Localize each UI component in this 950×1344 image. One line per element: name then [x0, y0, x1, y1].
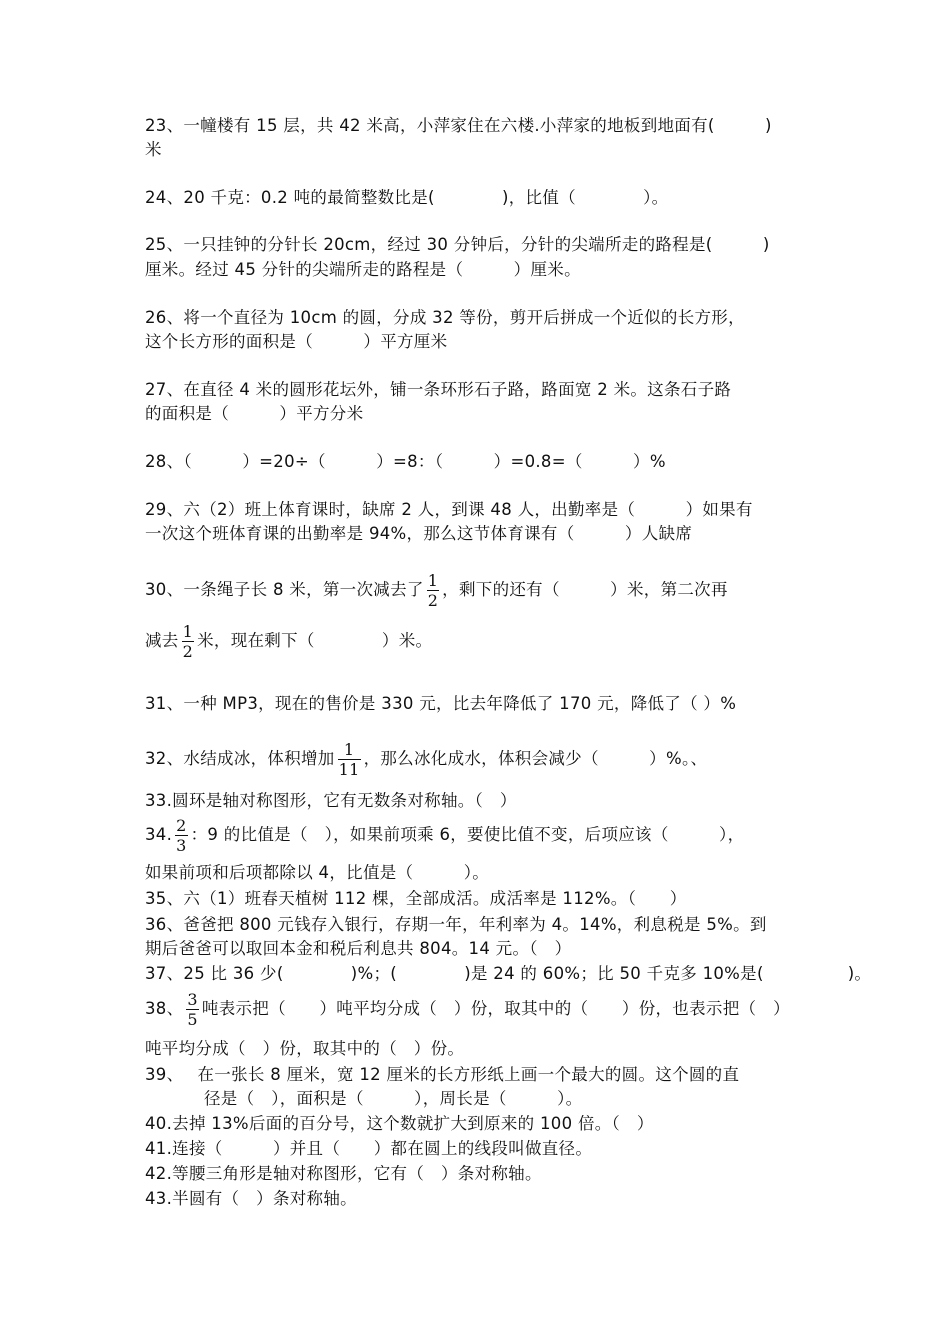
- q33-line1: 33.圆环是轴对称图形，它有无数条对称轴。（ ）: [145, 791, 517, 810]
- q26-line1: 26、将一个直径为 10cm 的圆，分成 32 等份，剪开后拼成一个近似的长方形，: [145, 308, 745, 327]
- q25-line2: 厘米。经过 45 分针的尖端所走的路程是（ ）厘米。: [145, 260, 581, 279]
- q25-line1: 25、一只挂钟的分针长 20cm，经过 30 分钟后，分针的尖端所走的路程是( ): [145, 235, 770, 254]
- q37-line1: 37、25 比 36 少( )%；( )是 24 的 60%；比 50 千克多 10%是( )。: [145, 964, 872, 983]
- q39-line2: 径是（ ），面积是（ ），周长是（ ）。: [204, 1089, 583, 1108]
- q31-line1: 31、一种 MP3，现在的售价是 330 元，比去年降低了 170 元，降低了（ ）%: [145, 694, 737, 713]
- q41-line1: 41.连接（ ）并且（ ）都在圆上的线段叫做直径。: [145, 1139, 593, 1158]
- q32-fraction: [338, 740, 361, 779]
- q38-line1-text-a: 38、: [145, 999, 184, 1018]
- q34-fraction: [175, 816, 187, 855]
- q34-line1-text-b: ：9 的比值是（ ），如果前项乘 6，要使比值不变，后项应该（ ），: [190, 825, 745, 844]
- q40-line1: 40.去掉 13%后面的百分号，这个数就扩大到原来的 100 倍。（ ）: [145, 1114, 654, 1133]
- q36-line2: 期后爸爸可以取回本金和税后利息共 804。14 元。（ ）: [145, 939, 572, 958]
- q30-line2-text-a: 减去: [145, 631, 179, 650]
- q35-line1: 35、六（1）班春天植树 112 棵，全部成活。成活率是 112%。（ ）: [145, 889, 687, 908]
- q34-line2: 如果前项和后项都除以 4，比值是（ ）。: [145, 863, 490, 882]
- fraction-numerator: 1: [343, 740, 355, 759]
- fraction-denominator: 5: [187, 1010, 198, 1029]
- fraction-numerator: 1: [182, 622, 194, 641]
- q38-line1-text-b: 吨表示把（ ）吨平均分成（ ）份，取其中的（ ）份，也表示把（ ）: [201, 999, 790, 1018]
- q30-fraction-1: [427, 571, 439, 610]
- fraction-denominator: 11: [338, 760, 360, 779]
- q30-line1-text-b: ，剩下的还有（ ）米，第二次再: [442, 580, 728, 599]
- fraction-denominator: 2: [182, 642, 194, 661]
- q32-line1: [145, 740, 707, 779]
- fraction-denominator: 2: [427, 591, 439, 610]
- fraction-numerator: 3: [187, 990, 198, 1009]
- fraction-denominator: 3: [176, 836, 187, 855]
- q32-line1-text-b: ，那么冰化成水，体积会减少（ ）%。、: [363, 749, 708, 768]
- fraction-numerator: 1: [427, 571, 439, 590]
- q28-line1: 28、（ ）=20÷（ ）=8：（ ）=0.8=（ ）%: [145, 452, 666, 471]
- q27-line1: 27、在直径 4 米的圆形花坛外，铺一条环形石子路，路面宽 2 米。这条石子路: [145, 380, 732, 399]
- q36-line1: 36、爸爸把 800 元钱存入银行，存期一年，年利率为 4。14%，利息税是 5%。到: [145, 915, 767, 934]
- q38-line1: [145, 990, 790, 1029]
- q32-line1-text-a: 32、水结成冰，体积增加: [145, 749, 335, 768]
- q38-line2: 吨平均分成（ ）份，取其中的（ ）份。: [145, 1039, 465, 1058]
- q43-line1: 43.半圆有（ ）条对称轴。: [145, 1189, 357, 1208]
- fraction-numerator: 2: [176, 816, 187, 835]
- q34-line1-text-a: 34.: [145, 825, 173, 844]
- q29-line1: 29、六（2）班上体育课时，缺席 2 人，到课 48 人，出勤率是（ ）如果有: [145, 500, 753, 519]
- q24-line1: 24、20 千克：0.2 吨的最简整数比是( )，比值（ ）。: [145, 188, 669, 207]
- q30-fraction-2: [182, 622, 194, 661]
- q23-line1: 23、一幢楼有 15 层，共 42 米高，小萍家住在六楼.小萍家的地板到地面有( ): [145, 116, 772, 135]
- q30-line2-text-b: 米，现在剩下（ ）米。: [197, 631, 433, 650]
- q27-line2: 的面积是（ ）平方分米: [145, 404, 364, 423]
- q29-line2: 一次这个班体育课的出勤率是 94%，那么这节体育课有（ ）人缺席: [145, 524, 693, 543]
- q30-line1-text-a: 30、一条绳子长 8 米，第一次减去了: [145, 580, 424, 599]
- q30-line2: [145, 622, 432, 661]
- q30-line1: [145, 571, 728, 610]
- q23-line2: 米: [145, 140, 162, 159]
- q38-fraction: [186, 990, 198, 1029]
- q39-line1: 39、 在一张长 8 厘米，宽 12 厘米的长方形纸上画一个最大的圆。这个圆的直: [145, 1065, 740, 1084]
- q42-line1: 42.等腰三角形是轴对称图形，它有（ ）条对称轴。: [145, 1164, 542, 1183]
- q34-line1: [145, 816, 744, 855]
- q26-line2: 这个长方形的面积是（ ）平方厘米: [145, 332, 448, 351]
